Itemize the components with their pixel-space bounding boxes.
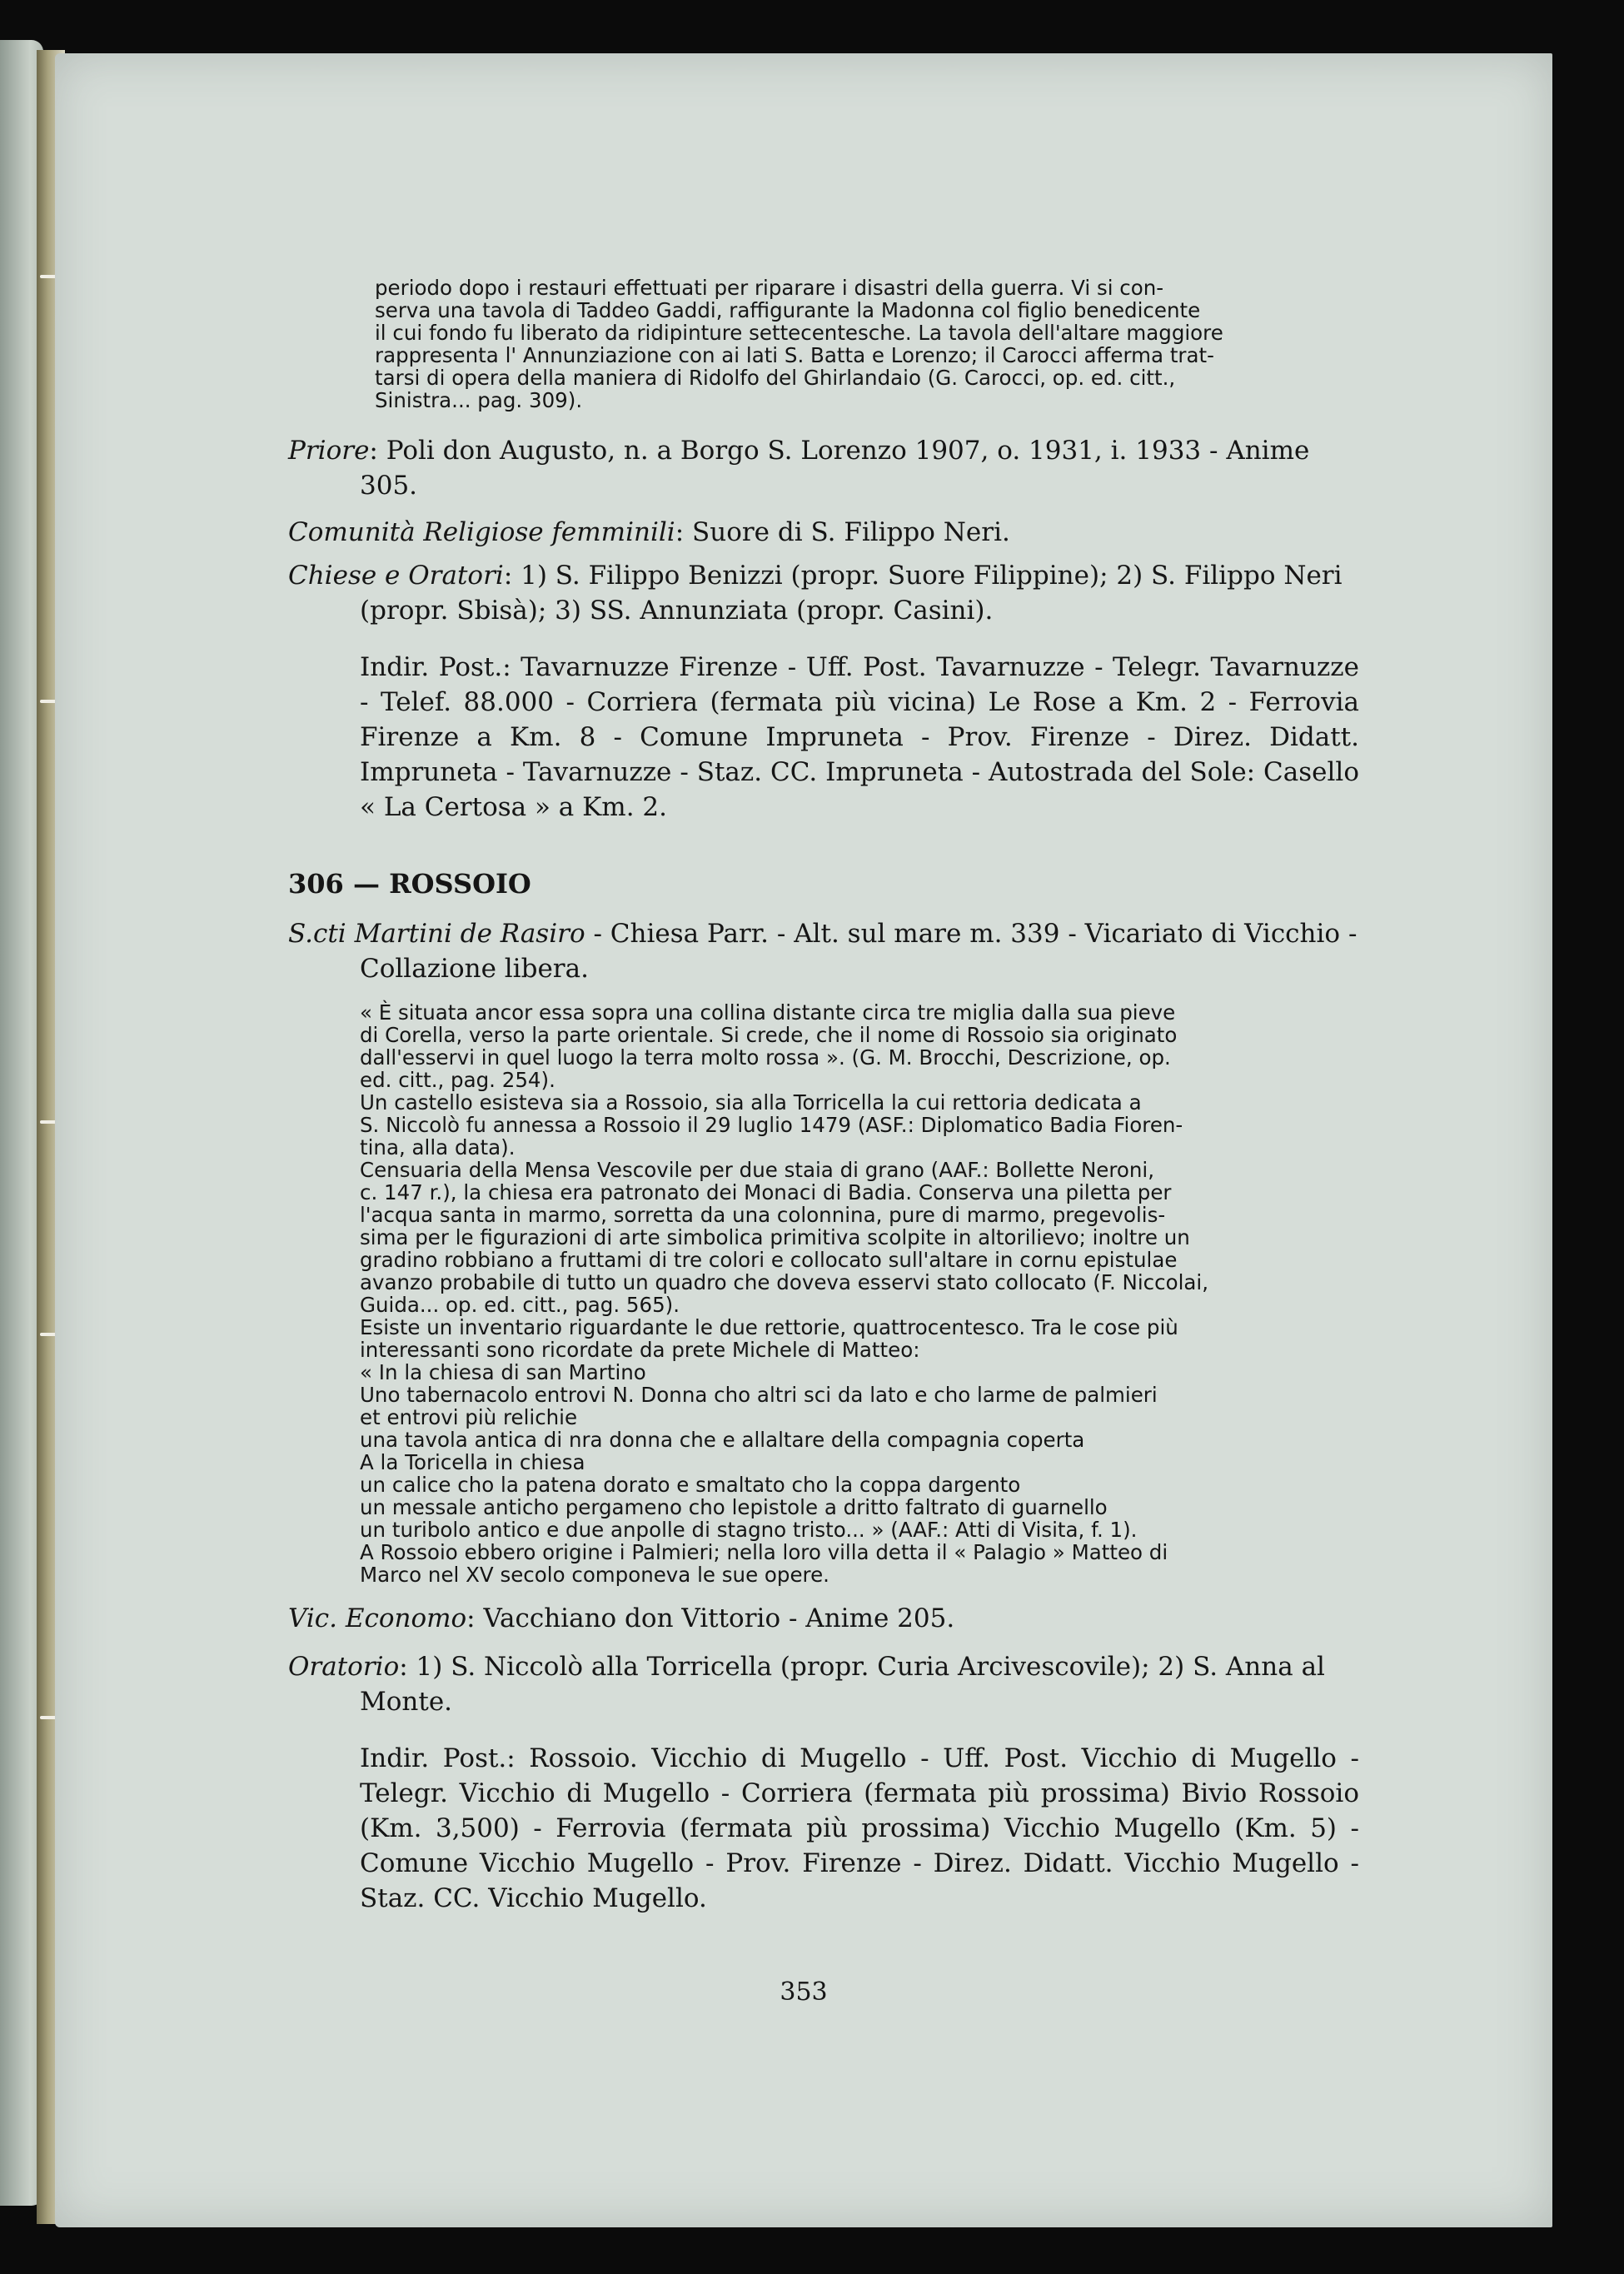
text-line: Censuaria della Mensa Vescovile per due staia di grano (AAF.: Bollette Neroni, (360, 1158, 1155, 1182)
text-line: un calice cho la patena dorato e smaltato cho la coppa dargento (360, 1473, 1021, 1497)
text-line: serva una tavola di Taddeo Gaddi, raffigurante la Madonna col figlio benedicente (375, 298, 1201, 322)
rossoio-title-entry (288, 916, 1359, 986)
comunita-entry (288, 515, 1359, 550)
text-line: Marco nel XV secolo componeva le sue opere. (360, 1563, 829, 1587)
text-line: S. Niccolò fu annessa a Rossoio il 29 luglio 1479 (ASF.: Diplomatico Badia Fioren- (360, 1113, 1183, 1137)
text-line: un turibolo antico e due anpolle di stagno tristo... » (AAF.: Atti di Visita, f. 1). (360, 1518, 1138, 1542)
text-line: di Corella, verso la parte orientale. Si crede, che il nome di Rossoio sia originato (360, 1023, 1178, 1047)
section-heading-306: 306 — ROSSOIO (288, 868, 531, 900)
chiese-text: : 1) S. Filippo Benizzi (propr. Suore Filippine); 2) S. Filippo Neri (propr. Sbisà); 3) SS. Annunziata (propr. Casini). (360, 561, 1343, 626)
chiese-entry (288, 558, 1359, 628)
text-line: Sinistra... pag. 309). (375, 388, 583, 412)
oratorio-label: Oratorio (288, 1652, 400, 1682)
indirizzo-306: Indir. Post.: Rossoio. Vicchio di Mugello - Uff. Post. Vicchio di Mugello - Telegr. Vicchio di Mugello - Corriera (fermata più prossima) Bivio Rossoio (Km. 3,500) - Ferrovia (fermata più prossima) Vicchio Mugello (Km. 5) - Comune Vicchio Mugello - Prov. Firenze - Direz. Didatt. Vicchio Mugello - Staz. CC. Vicchio Mugello. (360, 1743, 1359, 1913)
text-line: rappresenta l' Annunziazione con ai lati S. Batta e Lorenzo; il Carocci afferma trat- (375, 343, 1214, 367)
text-line: gradino robbiano a fruttami di tre colori e collocato sull'altare in cornu epistulae (360, 1248, 1178, 1272)
binding-stitch (40, 1120, 57, 1124)
chiese-label: Chiese e Oratori (288, 561, 504, 591)
text-line: Esiste un inventario riguardante le due rettorie, quattrocentesco. Tra le cose più (360, 1315, 1178, 1339)
text-line: sima per le figurazioni di arte simbolica primitiva scolpite in altorilievo; inoltre un (360, 1225, 1190, 1249)
rossoio-title-text: - Chiesa Parr. - Alt. sul mare m. 339 - Vicariato di Vicchio - Collazione libera. (360, 919, 1357, 984)
binding-stitch (40, 275, 57, 278)
text-line: « In la chiesa di san Martino (360, 1360, 646, 1384)
indirizzo-305: Indir. Post.: Tavarnuzze Firenze - Uff. Post. Tavarnuzze - Telegr. Tavarnuzze - Telef. 88.000 - Corriera (fermata più vicina) Le Rose a Km. 2 - Ferrovia Firenze a Km. 8 - Comune Impruneta - Prov. Firenze - Direz. Didatt. Impruneta - Tavarnuzze - Staz. CC. Impruneta - Autostrada del Sole: Casello « La Certosa » a Km. 2. (360, 652, 1359, 822)
text-line: periodo dopo i restauri effettuati per riparare i disastri della guerra. Vi si con- (375, 276, 1164, 300)
priore-text: : Poli don Augusto, n. a Borgo S. Lorenzo 1907, o. 1931, i. 1933 - Anime 305. (360, 436, 1310, 501)
rossoio-title-label: S.cti Martini de Rasiro (288, 919, 585, 949)
text-line: avanzo probabile di tutto un quadro che doveva esservi stato collocato (F. Niccolai, (360, 1270, 1209, 1294)
vic-economo-entry (288, 1601, 1359, 1636)
text-line: una tavola antica di nra donna che e allaltare della compagnia coperta (360, 1428, 1085, 1452)
binding-stitch (40, 1333, 57, 1336)
priore-label: Priore (288, 436, 370, 466)
text-line: dall'esservi in quel luogo la terra molto rossa ». (G. M. Brocchi, Descrizione, op. (360, 1045, 1171, 1070)
text-line: un messale anticho pergameno cho lepistole a dritto faltrato di guarnello (360, 1495, 1108, 1519)
comunita-text: : Suore di S. Filippo Neri. (675, 517, 1010, 547)
binding-stitch (40, 700, 57, 703)
text-line: tarsi di opera della maniera di Ridolfo del Ghirlandaio (G. Carocci, op. ed. citt., (375, 366, 1176, 390)
text-line: l'acqua santa in marmo, sorretta da una colonnina, pure di marmo, pregevolis- (360, 1203, 1166, 1227)
text-line: Un castello esisteva sia a Rossoio, sia alla Torricella la cui rettoria dedicata a (360, 1090, 1142, 1115)
text-line: Uno tabernacolo entrovi N. Donna cho altri sci da lato e cho larme de palmieri (360, 1383, 1158, 1407)
binding-stitch (40, 1716, 57, 1719)
text-line: Guida... op. ed. citt., pag. 565). (360, 1293, 680, 1317)
text-line: c. 147 r.), la chiesa era patronato dei Monaci di Badia. Conserva una piletta per (360, 1180, 1172, 1204)
oratorio-entry (288, 1649, 1359, 1719)
vic-economo-label: Vic. Economo (288, 1603, 467, 1633)
text-line: et entrovi più relichie (360, 1405, 578, 1429)
text-line: ed. citt., pag. 254). (360, 1068, 555, 1092)
book-page (55, 53, 1552, 2227)
vic-economo-text: : Vacchiano don Vittorio - Anime 205. (466, 1603, 955, 1633)
rossoio-notes (288, 1001, 1359, 1586)
oratorio-text: : 1) S. Niccolò alla Torricella (propr. Curia Arcivescovile); 2) S. Anna al Monte. (360, 1652, 1325, 1717)
text-line: tina, alla data). (360, 1135, 516, 1159)
intro-paragraph (288, 277, 1359, 411)
page-content (288, 277, 1359, 1916)
page-number: 353 (780, 1977, 828, 2007)
priore-entry (288, 433, 1359, 503)
text-line: A la Toricella in chiesa (360, 1450, 585, 1474)
text-line: A Rossoio ebbero origine i Palmieri; nella loro villa detta il « Palagio » Matteo di (360, 1540, 1168, 1564)
comunita-label: Comunità Religiose femminili (288, 517, 675, 547)
text-line: il cui fondo fu liberato da ridipinture settecentesche. La tavola dell'altare maggiore (375, 321, 1223, 345)
text-line: interessanti sono ricordate da prete Michele di Matteo: (360, 1338, 920, 1362)
text-line: « È situata ancor essa sopra una collina distante circa tre miglia dalla sua pieve (360, 1000, 1176, 1025)
